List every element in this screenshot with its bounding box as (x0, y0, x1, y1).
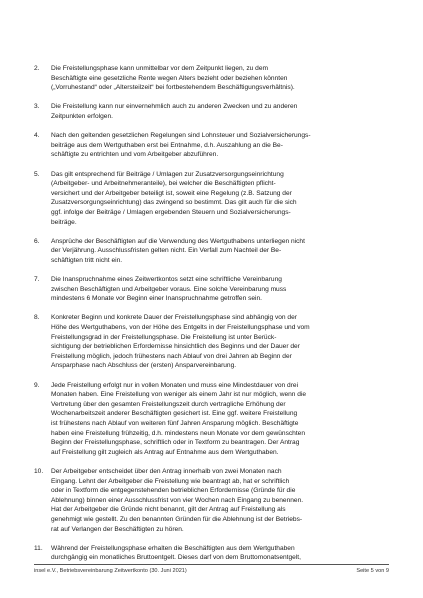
text-line: oder in Textform die entgegenstehenden betrieblichen Erfordernisse (Gründe für die (51, 487, 296, 495)
list-item-number: 8. (34, 314, 40, 322)
list-item-number: 5. (34, 170, 40, 178)
text-line: mindestens 6 Monate vor Beginn einer Inanspruchnahme getroffen sein. (51, 295, 263, 303)
list-item-number: 9. (34, 381, 40, 389)
list-item-text (51, 467, 389, 534)
list-item-text (51, 237, 389, 266)
list-item-text (51, 131, 389, 160)
text-line: schäftigte zu entrichten und vom Arbeitgeber abzuführen. (51, 151, 219, 159)
text-line: Die Freistellungsphase kann unmittelbar vor dem Zeitpunkt liegen, zu dem (51, 65, 268, 72)
numbered-list (34, 64, 389, 572)
text-line: auf Freistellung gilt zugleich als Antrag auf Entnahme aus dem Wertguthaben. (51, 448, 279, 456)
text-line: zwischen Beschäftigten und Arbeitgeber voraus. Eine solche Vereinbarung muss (51, 285, 287, 293)
text-line: Ansprüche der Beschäftigten auf die Verwendung des Wertguthabens unterliegen nicht (51, 237, 305, 245)
list-item-number: 10. (34, 467, 44, 475)
list-item (34, 381, 389, 458)
footer-page-number: Seite 5 von 9 (356, 568, 389, 574)
list-item (34, 102, 389, 121)
text-line: Monaten haben. Eine Freistellung von weniger als einem Jahr ist nur möglich, wenn die (51, 391, 307, 399)
text-line: Beschäftigte eine gesetzliche Rente wegen Alters bezieht oder beziehen könnten (51, 74, 288, 82)
text-line: haben eine Freistellung frühzeitig, d.h. mindestens neun Monate vor dem gewünschten (51, 429, 306, 437)
list-item (34, 131, 389, 160)
list-item (34, 313, 389, 371)
text-line: Zeitpunkten erfolgen. (51, 112, 113, 120)
text-line: Wochenarbeitszeit anderer Beschäftigten gesichert ist. Eine ggf. weitere Freistellung (51, 410, 298, 418)
text-line: beiträge aus dem Wertguthaben erst bei Entnahme, d.h. Auszahlung an die Be- (51, 141, 283, 149)
list-item-number: 7. (34, 276, 40, 284)
list-item-number: 4. (34, 132, 40, 140)
text-line: Der Arbeitgeber entscheidet über den Antrag innerhalb von zwei Monaten nach (51, 467, 282, 475)
list-item-text (51, 64, 389, 93)
text-line: Das gilt entsprechend für Beiträge / Umlagen zur Zusatzversorgungseinrichtung (51, 170, 284, 178)
text-line: ist frühestens nach Ablauf von weiteren fünf Jahren Ansparung möglich. Beschäftigte (51, 419, 299, 427)
list-item-number: 2. (34, 65, 40, 72)
list-item-text (51, 544, 389, 563)
text-line: versichert und der Arbeitgeber beteiligt ist, soweit eine Regelung (z.B. Satzung der (51, 189, 292, 197)
list-item-text (51, 381, 389, 458)
list-item-text (51, 313, 389, 371)
list-item-number: 11. (34, 544, 43, 552)
list-item-text (51, 170, 389, 228)
text-line: Vertretung über den gesamten Freistellungszeit durch vertragliche Erhöhung der (51, 400, 286, 408)
text-line: Ansparphase nach Abschluss der (ersten) Ansparvereinbarung. (51, 362, 237, 370)
list-item (34, 237, 389, 266)
list-item (34, 544, 389, 563)
text-line: Die Freistellung kann nur einvernehmlich auch zu anderen Zwecken und zu anderen (51, 103, 298, 111)
list-item (34, 275, 389, 304)
text-line: Die Inanspruchnahme eines Zeitwertkontos setzt eine schriftliche Vereinbarung (51, 276, 282, 284)
footer-document-title: insel e.V., Betriebsvereinbarung Zeitwertkonto (30. Juni 2021) (34, 568, 187, 574)
text-line: durchgängig ein monatliches Bruttoentgelt. Dieses darf von dem Bruttomonatsentgelt, (51, 554, 301, 562)
list-item (34, 170, 389, 228)
text-line: Höhe des Wertguthabens, von der Höhe des Entgelts in der Freistellungsphase und vom (51, 324, 310, 332)
text-line: Nach den geltenden gesetzlichen Regelungen sind Lohnsteuer und Sozialversicherungs- (51, 132, 311, 140)
text-line: Hat der Arbeitgeber die Gründe nicht benannt, gilt der Antrag auf Freistellung als (51, 506, 286, 514)
list-item-number: 6. (34, 237, 40, 245)
text-line: der Verjährung. Ausschlussfristen gelten nicht. Ein Verfall zum Nachteil der Be- (51, 247, 282, 255)
text-line: beiträge. (51, 218, 77, 226)
text-line: genehmigt wie gestellt. Zu den benannten Gründen für die Ablehnung ist der Betriebs- (51, 515, 303, 523)
text-line: Jede Freistellung erfolgt nur in vollen Monaten und muss eine Mindestdauer von drei (51, 381, 299, 389)
text-line: rat auf Verlangen der Beschäftigten zu hören. (51, 525, 184, 533)
text-line: Während der Freistellungsphase erhalten die Beschäftigten aus dem Wertguthaben (51, 544, 295, 552)
text-line: Zusatzversorgungseinrichtung) das zwingend so bestimmt. Das gilt auch für die sich (51, 199, 297, 207)
list-item (34, 467, 389, 534)
text-line: Freistellung möglich, jedoch frühestens nach Ablauf von drei Jahren ab Beginn der (51, 352, 292, 360)
text-line: (Arbeitgeber- und Arbeitnehmeranteile), bei welcher die Beschäftigten pflicht- (51, 180, 276, 188)
text-line: („Vorruhestand“ oder „Altersteilzeit“ bei fortbestehendem Beschäftigungsverhältnis). (51, 84, 295, 92)
list-item-number: 3. (34, 103, 40, 111)
list-item-text (51, 275, 389, 304)
page-footer (34, 564, 389, 575)
text-line: sichtigung der betrieblichen Erfordernisse hinsichtlich des Beginns und der Dauer der (51, 343, 300, 351)
text-line: Eingang. Lehnt der Arbeitgeber die Freistellung wie beantragt ab, hat er schriftlich (51, 477, 290, 485)
text-line: ggf. infolge der Beiträge / Umlagen ergebenden Steuern und Sozialversicherungs- (51, 208, 291, 216)
text-line: Ablehnung) binnen einer Ausschlussfrist von vier Wochen nach Eingang zu benennen. (51, 496, 304, 504)
list-item (34, 64, 389, 93)
text-line: Konkreter Beginn und konkrete Dauer der Freistellungsphase sind abhängig von der (51, 314, 297, 322)
text-line: schäftigten tritt nicht ein. (51, 256, 123, 264)
text-line: Freistellungsgrad in der Freistellungsphase. Die Freistellung ist unter Berück- (51, 333, 277, 341)
text-line: Beginn der Freistellungsphase, schriftlich oder in Textform zu beantragen. Der Antrag (51, 439, 300, 447)
list-item-text (51, 102, 389, 121)
